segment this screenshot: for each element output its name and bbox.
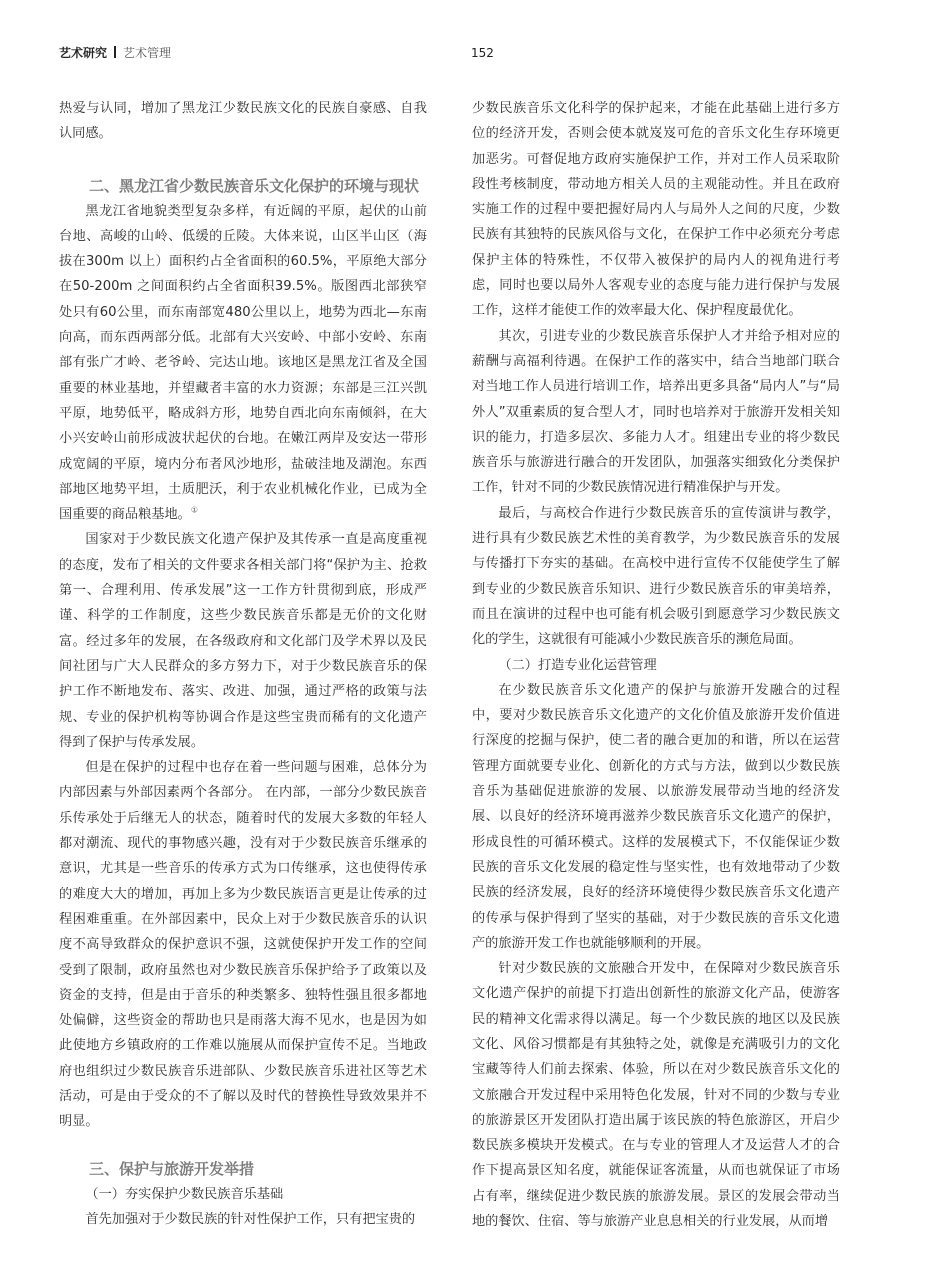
paragraph-continued: 热爱与认同，增加了黑龙江少数民族文化的民族自豪感、自我认同感。 bbox=[59, 101, 427, 142]
paragraph-policy: 国家对于少数民族文化遗产保护及其传承一直是高度重视的态度，发布了相关的文件要求各相关部门将“保护为主、抢救第一、合理利用、传承发展”这一工作方针贯彻到底，形成严谨、科学的工作制度，这些少数民族音乐都是无价的文化财富。经过多年的发展，在各级政府和文化部门及学术界以及民间社团与广大人民群众的多方努力下，对于少数民族音乐的保护工作不断地发布、落实、改进、加强，通过严格的政策与法规、专业的保护机构等协调合作是这些宝贵而稀有的文化遗产得到了保护与传承发展。 bbox=[59, 532, 427, 750]
section-heading-2: 二、黑龙江省少数民族音乐文化保护的环境与现状 bbox=[89, 176, 420, 195]
paragraph-cultural-tourism: 针对少数民族的文旅融合开发中，在保障对少数民族音乐文化遗产保护的前提下打造出创新性的旅游文化产品，使游客民的精神文化需求得以满足。每一个少数民族的地区以及民族文化、风俗习惯都是有其独特之处，就像是充满吸引力的文化宝藏等待人们前去探索、体验，所以在对少数民族音乐文化的文旅融合开发过程中采用特色化发展，针对不同的少数与专业的旅游景区开发团队打造出属于该民族的特色旅游区，开启少数民族多模块开发模式。在与专业的管理人才及运营人才的合作下提高景区知名度，就能保证客流量，从而也就保证了市场占有率，继续促进少数民族的旅游发展。景区的发展会带动当地的餐饮、住宿、等与旅游产业息息相关的行业发展，从而增 bbox=[472, 961, 840, 1230]
section-heading-3: 三、保护与旅游开发举措 bbox=[89, 1159, 255, 1178]
paragraph-talent: 其次，引进专业的少数民族音乐保护人才并给予相对应的薪酬与高福利待遇。在保护工作的落实中，结合当地部门联合对当地工作人员进行培训工作，培养出更多具备“局内人”与“局外人”双重素质的复合型人才，同时也培养对于旅游开发相关知识的能力，打造多层次、多能力人才。组建出专业的将少数民族音乐与旅游进行融合的开发团队，加强落实细致化分类保护工作，针对不同的少数民族情况进行精准保护与开发。 bbox=[472, 328, 840, 496]
journal-name: 艺术研究 bbox=[59, 46, 108, 60]
page-number: 152 bbox=[471, 46, 494, 60]
subsection-heading-2: （二）打造专业化运营管理 bbox=[498, 657, 657, 673]
paragraph-problems: 但是在保护的过程中也存在着一些问题与困难，总体分为内部因素与外部因素两个各部分。 在内部，一部分少数民族音乐传承处于后继无人的状态，随着时代的发展大多数的年轻人都对潮流、现代的事物感兴趣，没有对于少数民族音乐继承的意识，尤其是一些音乐的传承方式为口传继承，这也使得传承的难度大大的增加，再加上多为少数民族语言更是让传承的过程困难重重。在外部因素中，民众上对于少数民族音乐的认识度不高导致群众的保护意识不强，这就使保护开发工作的空间受到了限制，政府虽然也对少数民族音乐保护给予了政策以及资金的支持，但是由于音乐的种类繁多、独特性强且很多都地处偏僻，这些资金的帮助也只是雨落大海不见水，也是因为如此使地方乡镇政府的工作难以施展从而保护宣传不足。当地政府也组织过少数民族音乐进部队、少数民族音乐进社区等艺术活动，可是由于受众的不了解以及时代的替换性导致效果并不明显。 bbox=[59, 760, 427, 1130]
footnote-marker: ① bbox=[190, 505, 199, 515]
paragraph-universities: 最后，与高校合作进行少数民族音乐的宣传演讲与教学，进行具有少数民族艺术性的美育教学，为少数民族音乐的发展与传播打下夯实的基础。在高校中进行宣传不仅能使学生了解到专业的少数民族音乐知识、进行少数民族音乐的审美培养，而且在演讲的过程中也可能有机会吸引到愿意学习少数民族文化的学生，这就很有可能减小少数民族音乐的濒危局面。 bbox=[472, 505, 840, 648]
subsection-heading-1: （一）夯实保护少数民族音乐基础 bbox=[85, 1186, 284, 1202]
spacer bbox=[59, 1135, 427, 1157]
paragraph-first-measure: 首先加强对于少数民族的针对性保护工作，只有把宝贵的 bbox=[85, 1211, 416, 1227]
journal-section: 艺术管理 bbox=[123, 46, 172, 60]
header-separator bbox=[114, 46, 116, 58]
running-header bbox=[59, 43, 891, 63]
paragraph-geography-text: 黑龙江省地貌类型复杂多样，有近阔的平原，起伏的山前台地、高峻的山岭、低缓的丘陵。大体来说，山区半山区（海拔在300m 以上）面积约占全省面积的60.5%，平原绝大部分在50-200m 之间面积约占全省面积39.5%。版图西北部狭窄处只有60公里，而东南部宽480公里以上，地势为西北—东南向高，而东西两部分低。北部有大兴安岭、中部小安岭、东南部有张广才岭、老爷岭、完达山地。该地区是黑龙江省及全国重要的林业基地，并望藏者丰富的水力资源；东部是三江兴凯平原，地势低平，略成斜方形，地势自西北向东南倾斜，在大小兴安岭山前形成波状起伏的台地。在嫩江两岸及安达一带形成宽阔的平原，境内分布者风沙地形，盐破洼地及湖泡。东西部地区地势平坦，土质肥沃，利于农业机械化作业，已成为全国重要的商品粮基地。 bbox=[59, 203, 427, 523]
paragraph-continued: 少数民族音乐文化科学的保护起来，才能在此基础上进行多方位的经济开发，否则会使本就岌岌可危的音乐文化生存环境更加恶劣。可督促地方政府实施保护工作，并对工作人员采取阶段性考核制度，带动地方相关人员的主观能动性。并且在政府实施工作的过程中要把握好局内人与局外人之间的尺度，少数民族有其独特的民族风俗与文化，在保护工作中必须充分考虑保护主体的特殊性，不仅带入被保护的局内人的视角进行考虑，同时也要以局外人客观专业的态度与能力进行保护与发展工作，这样才能使工作的效率最大化、保护程度最优化。 bbox=[472, 101, 840, 319]
spacer bbox=[59, 147, 427, 174]
paragraph-operations: 在少数民族音乐文化遗产的保护与旅游开发融合的过程中，要对少数民族音乐文化遗产的文化价值及旅游开发价值进行深度的挖掘与保护，使二者的融合更加的和谐，所以在运营管理方面就要专业化、创新化的方式与方法，做到以少数民族音乐为基础促进旅游的发展、以旅游发展带动当地的经济发展、以良好的经济环境再滋养少数民族音乐文化遗产的保护，形成良性的可循环模式。这样的发展模式下，不仅能保证少数民族的音乐文化发展的稳定性与坚实性，也有效地带动了少数民族的经济发展，良好的经济环境使得少数民族音乐文化遗产的传承与保护得到了坚实的基础，对于少数民族的音乐文化遗产的旅游开发工作也就能够顺利的开展。 bbox=[472, 682, 840, 951]
left-column bbox=[59, 96, 427, 1232]
paragraph-geography bbox=[59, 199, 427, 528]
right-column bbox=[472, 96, 840, 1234]
